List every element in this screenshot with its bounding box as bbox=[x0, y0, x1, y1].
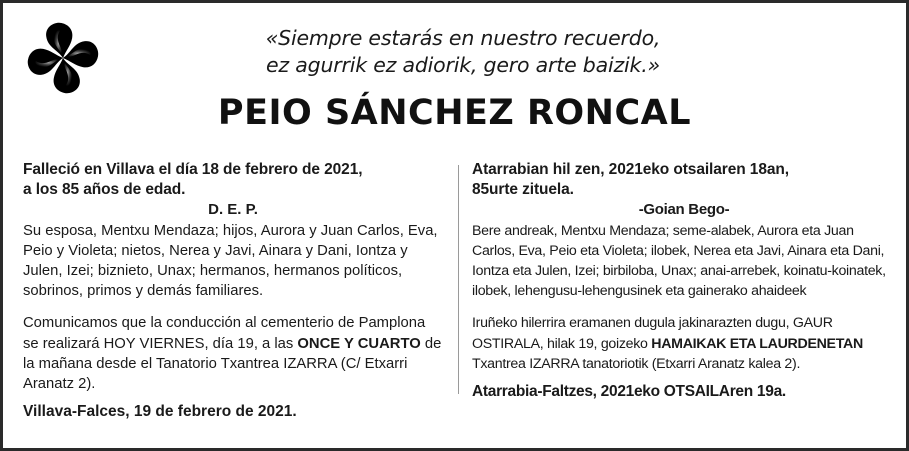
funeral-notice-pre: Iruñeko hilerrira eramanen dugula jakinarazten dugu, GAUR OSTIRALA, hilak 19, goizeko bbox=[472, 315, 833, 352]
signature-line: Villava-Falces, 19 de febrero de 2021. bbox=[23, 403, 297, 421]
death-notice-line-2: a los 85 años de edad. bbox=[23, 181, 186, 199]
quote-line-2: ez agurrik ez adiorik, gero arte baizik.» bbox=[266, 53, 660, 77]
basque-column bbox=[472, 160, 896, 402]
column-divider bbox=[458, 165, 459, 394]
funeral-time: HAMAIKAK ETA LAURDENETAN bbox=[651, 335, 863, 352]
family-list: Su esposa, Mentxu Mendaza; hijos, Aurora y Juan Carlos, Eva, Peio y Violeta; nietos, Nerea y Javi, Ainara y Dani, Iontza y Julen, Izei; biznieto, Unax; hermanos, hermanos políticos, sobrinos, primos y demás familiares. bbox=[23, 222, 438, 300]
rip-label: -Goian Bego- bbox=[638, 201, 730, 219]
funeral-notice-pre: Comunicamos que la conducción al cementerio de Pamplona se realizará HOY VIERNES, día 19, a las bbox=[23, 315, 426, 352]
quote-line-1: «Siempre estarás en nuestro recuerdo, bbox=[265, 26, 661, 50]
spanish-column bbox=[23, 160, 443, 422]
death-notice-line-1: Atarrabian hil zen, 2021eko otsailaren 18an, bbox=[472, 161, 789, 178]
deceased-name: PEIO SÁNCHEZ RONCAL bbox=[217, 93, 692, 133]
family-list: Bere andreak, Mentxu Mendaza; seme-alabek, Aurora eta Juan Carlos, Eva, Peio eta Violeta; ilobek, Nerea eta Javi, Ainara eta Dani, Iontza eta Julen, Izei; birbiloba, Unax; anai-arrebek, koinatu-koinatek, ilobek, lehengusu-lehengusinek eta gainerako ahaideek bbox=[472, 222, 886, 300]
funeral-notice bbox=[472, 313, 896, 374]
funeral-notice-post: de la mañana desde el Tanatorio Txantrea IZARRA (C/ Etxarri Aranatz 2). bbox=[23, 335, 442, 393]
funeral-notice bbox=[23, 313, 443, 394]
death-notice-line-1: Falleció en Villava el día 18 de febrero de 2021, bbox=[23, 161, 363, 178]
death-notice-line-2: 85urte zituela. bbox=[472, 181, 574, 199]
rip-label: D. E. P. bbox=[208, 201, 258, 219]
lauburu-icon bbox=[25, 20, 101, 96]
funeral-notice-post: Txantrea IZARRA tanatoriotik (Etxarri Aranatz kalea 2). bbox=[472, 355, 801, 372]
memorial-quote bbox=[263, 25, 663, 79]
funeral-time: ONCE Y CUARTO bbox=[297, 335, 421, 352]
signature-line: Atarrabia-Faltzes, 2021eko OTSAILAren 19a. bbox=[472, 383, 786, 401]
